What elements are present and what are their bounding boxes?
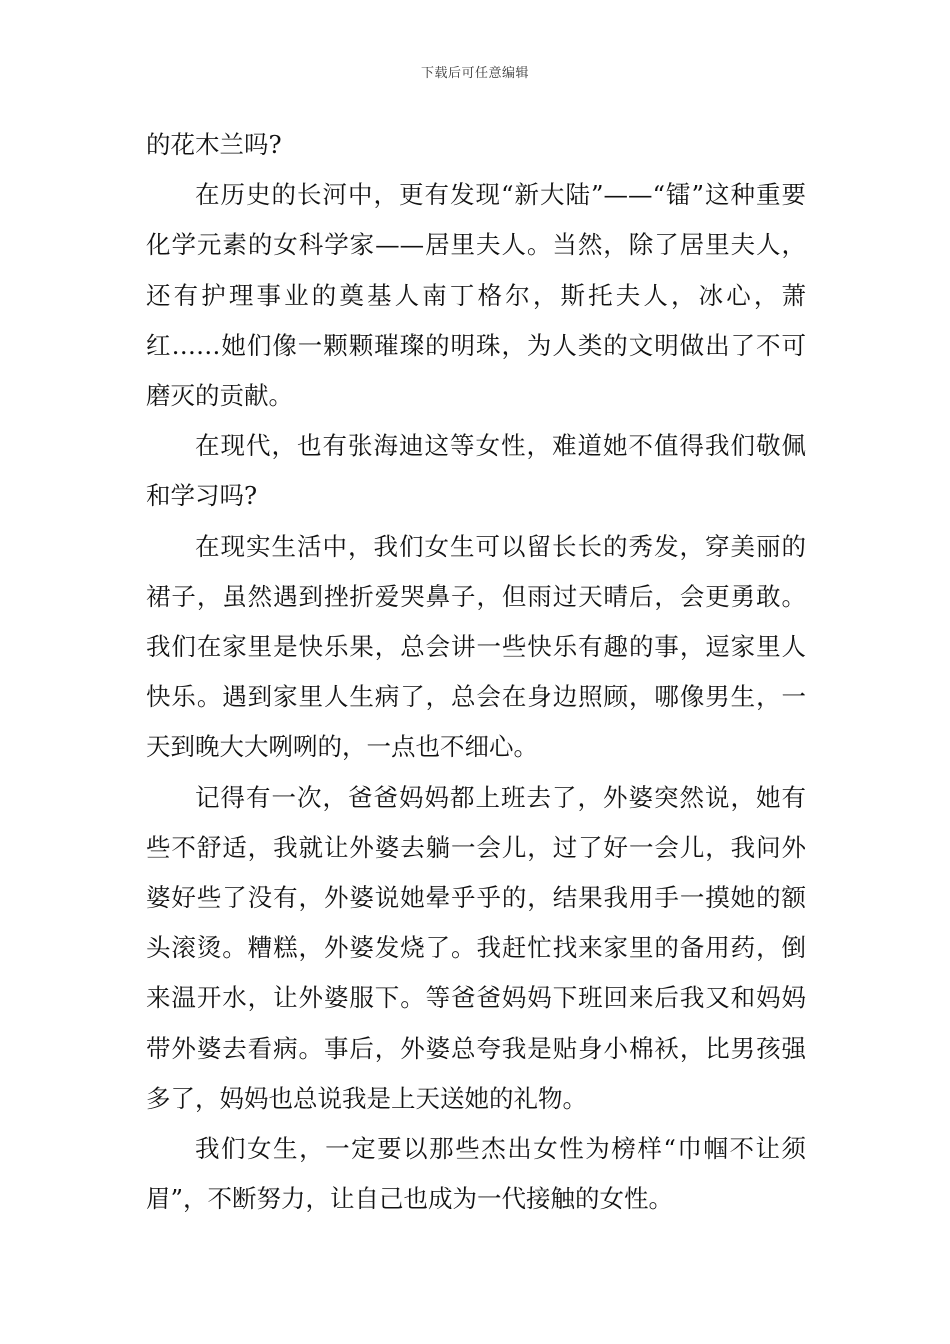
page-header: 下载后可任意编辑 bbox=[420, 66, 529, 81]
paragraph-modern-women: 在现代，也有张海迪这等女性，难道她不值得我们敬佩和学习吗? bbox=[146, 431, 806, 511]
document-body bbox=[146, 120, 806, 1224]
paragraph-real-life: 在现实生活中，我们女生可以留长长的秀发，穿美丽的裙子，虽然遇到挫折爱哭鼻子，但雨过天晴后，会更勇敢。我们在家里是快乐果，总会讲一些快乐有趣的事，逗家里人快乐。遇到家里人生病了，总会在身边照顾，哪像男生，一天到晚大大咧咧的，一点也不细心。 bbox=[146, 531, 806, 762]
paragraph-continuation: 的花木兰吗? bbox=[146, 130, 282, 159]
paragraph-history-scientists: 在历史的长河中，更有发现“新大陆”——“镭”这种重要化学元素的女科学家——居里夫人。当然，除了居里夫人，还有护理事业的奠基人南丁格尔，斯托夫人，冰心，萧红……她们像一颗颗璀璨的明珠，为人类的文明做出了不可磨灭的贡献。 bbox=[146, 180, 806, 411]
paragraph-conclusion: 我们女生，一定要以那些杰出女性为榜样“巾帼不让须眉”，不断努力，让自己也成为一代接触的女性。 bbox=[146, 1134, 806, 1214]
paragraph-grandma-story: 记得有一次，爸爸妈妈都上班去了，外婆突然说，她有些不舒适，我就让外婆去躺一会儿，过了好一会儿，我问外婆好些了没有，外婆说她晕乎乎的，结果我用手一摸她的额头滚烫。糟糕，外婆发烧了。我赶忙找来家里的备用药，倒来温开水，让外婆服下。等爸爸妈妈下班回来后我又和妈妈带外婆去看病。事后，外婆总夸我是贴身小棉袄，比男孩强多了，妈妈也总说我是上天送她的礼物。 bbox=[146, 782, 806, 1113]
